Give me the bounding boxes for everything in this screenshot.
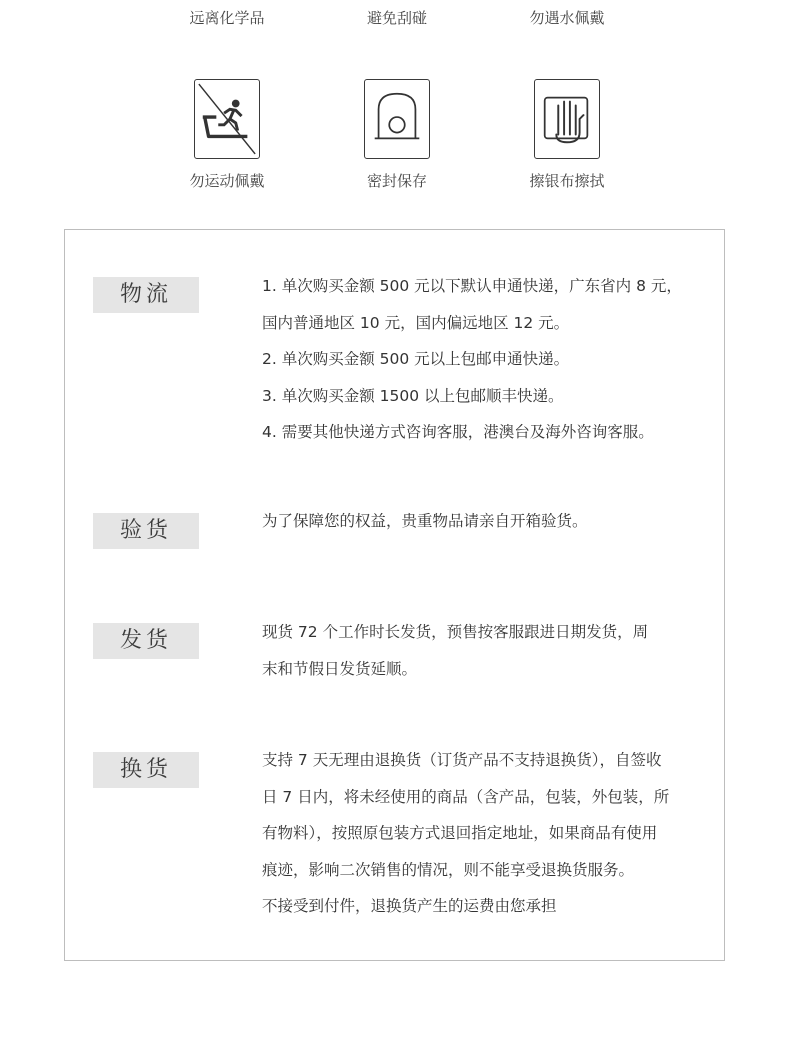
logistics-line: 4. 需要其他快递方式咨询客服，港澳台及海外咨询客服。 bbox=[262, 423, 654, 441]
inspection-line: 为了保障您的权益，贵重物品请亲自开箱验货。 bbox=[262, 512, 588, 530]
care-label-polishing-cloth: 擦银布擦拭 bbox=[529, 172, 605, 190]
section-title-inspection: 验货 bbox=[93, 513, 199, 549]
sealed-storage-icon bbox=[364, 79, 430, 159]
section-title-shipping: 发货 bbox=[93, 623, 199, 659]
polishing-cloth-icon bbox=[534, 79, 600, 159]
care-label-scratches: 避免刮碰 bbox=[366, 9, 427, 27]
no-sports-icon bbox=[194, 79, 260, 159]
exchange-line: 痕迹，影响二次销售的情况，则不能享受退换货服务。 bbox=[262, 860, 635, 879]
logistics-line: 3. 单次购买金额 1500 以上包邮顺丰快递。 bbox=[262, 386, 564, 405]
exchange-line: 支持 7 天无理由退换货（订货产品不支持退换货），自签收 bbox=[262, 751, 662, 769]
logistics-line: 国内普通地区 10 元，国内偏远地区 12 元。 bbox=[262, 313, 570, 332]
section-body-logistics bbox=[262, 268, 702, 451]
section-body-exchange bbox=[262, 742, 702, 925]
logistics-line: 1. 单次购买金额 500 元以下默认申通快递，广东省内 8 元， bbox=[262, 277, 682, 295]
shipping-line: 现货 72 个工作时长发货，预售按客服跟进日期发货，周 bbox=[262, 623, 649, 641]
shipping-line: 末和节假日发货延顺。 bbox=[262, 659, 418, 678]
section-body-inspection bbox=[262, 503, 702, 540]
section-body-shipping bbox=[262, 614, 702, 687]
exchange-line: 日 7 日内，将未经使用的商品（含产品，包装，外包装，所 bbox=[262, 787, 670, 806]
care-label-sealed-storage: 密封保存 bbox=[366, 172, 427, 190]
care-label-no-sports: 勿运动佩戴 bbox=[189, 172, 265, 190]
care-label-water: 勿遇水佩戴 bbox=[529, 9, 605, 27]
section-title-logistics: 物流 bbox=[93, 277, 199, 313]
exchange-line: 有物料），按照原包装方式退回指定地址，如果商品有使用 bbox=[262, 824, 658, 842]
exchange-line: 不接受到付件，退换货产生的运费由您承担 bbox=[262, 897, 557, 915]
section-title-exchange: 换货 bbox=[93, 752, 199, 788]
care-label-chemicals: 远离化学品 bbox=[189, 9, 265, 27]
logistics-line: 2. 单次购买金额 500 元以上包邮申通快递。 bbox=[262, 350, 570, 368]
